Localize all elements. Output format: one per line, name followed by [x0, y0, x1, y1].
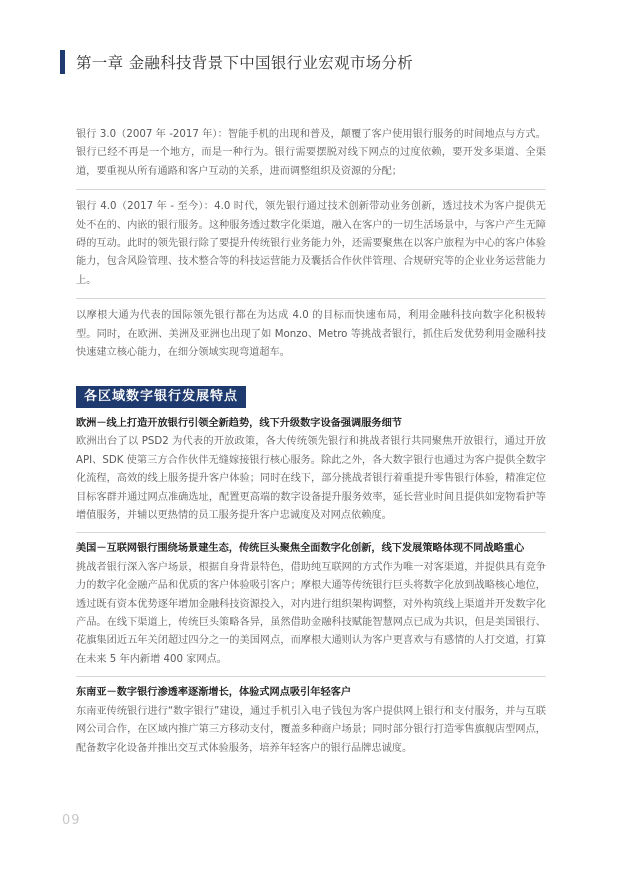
- intro-section: [76, 126, 546, 362]
- chapter-accent-bar: [60, 50, 65, 74]
- section-title-banner: 各区域数字银行发展特点: [76, 386, 246, 408]
- intro-paragraph-global: 以摩根大通为代表的国际领先银行都在为达成 4.0 的目标而快速布局，利用金融科技向数字化积极转型。同时，在欧洲、美洲及亚洲也出现了如 Monzo、Metro 等挑战者银行，抓住后发优势利用金融科技快速建立核心能力，在细分领域实现弯道超车。: [76, 310, 546, 359]
- southeast-asia-body: 东南亚传统银行进行“数字银行”建设，通过手机引入电子钱包为客户提供网上银行和支付服务，并与互联网公司合作，在区域内推广第三方移动支付，覆盖多种商户场景；同时部分银行打造零售旗舰店型网点，配备数字化设备并推出交互式体验服务，培养年轻客户的银行品牌忠诚度。: [76, 705, 546, 754]
- chapter-title: 第一章 金融科技背景下中国银行业宏观市场分析: [76, 54, 414, 72]
- america-body: 挑战者银行深入客户场景，根据自身背景特色，借助纯互联网的方式作为唯一对客渠道，并提供具有竞争力的数字化金融产品和优质的客户体验吸引客户；摩根大通等传统银行巨头将数字化放到战略核心地位，透过既有资本优势逐年增加金融科技资源投入，对内进行组织架构调整，对外构筑线上渠道并开发数字化产品。在线下渠道上，传统巨头策略各异，虽然借助金融科技赋能智慧网点已成为共识，但是美国银行、花旗集团近五年关闭超过四分之一的美国网点，而摩根大通则认为客户更喜欢与有感情的人打交道，打算在未来 5 年内新增 400 家网点。: [76, 561, 546, 665]
- europe-body: 欧洲出台了以 PSD2 为代表的开放政策，各大传统领先银行和挑战者银行共同聚焦开放银行，通过开放 API、SDK 使第三方合作伙伴无缝嫁接银行核心服务。除此之外，各大数字银行也通过为客户提供全数字化流程，高效的线上服务提升客户体验；同时在线下，部分挑战者银行着重提升零售银行体验，精准定位目标客群并通过网点准确选址，配置更高端的数字设备提升服务效率，延长营业时间且提供如宠物看护等增值服务，并辅以更热情的员工服务提升客户忠诚度及对网点依赖度。: [76, 436, 546, 522]
- america-heading: 美国－互联网银行围绕场景建生态，传统巨头聚焦全面数字化创新，线下发展策略体现不同战略重心: [76, 543, 525, 555]
- intro-paragraph-bank-4: 银行 4.0（2017 年 - 至今）：4.0 时代，领先银行通过技术创新带动业务创新，透过技术为客户提供无处不在的、内嵌的银行服务。这种服务透过数字化渠道，融入在客户的一切生活场景中，与客户产生无障碍的互动。此时的领先银行除了要提升传统银行业务能力外，还需要聚焦在以客户旅程为中心的客户体验能力，包含风险管理、技术整合等的科技运营能力及囊括合作伙伴管理、合规研究等的企业业务运营能力上。: [76, 201, 546, 286]
- regions-section: [76, 415, 546, 758]
- europe-heading: 欧洲－线上打造开放银行引领全新趋势，线下升级数字设备强调服务细节: [76, 418, 402, 429]
- southeast-asia-heading: 东南亚－数字银行渗透率逐渐增长，体验式网点吸引年轻客户: [76, 687, 352, 699]
- page-number: 09: [62, 813, 81, 828]
- intro-paragraph-bank-3: 银行 3.0（2007 年 -2017 年）：智能手机的出现和普及，颠覆了客户使用银行服务的时间地点与方式。银行已经不再是一个地方，而是一种行为。银行需要摆脱对线下网点的过度依赖，要开发多渠道、全渠道，要重视从所有通路和客户互动的关系，进而调整组织及资源的分配；: [76, 129, 546, 177]
